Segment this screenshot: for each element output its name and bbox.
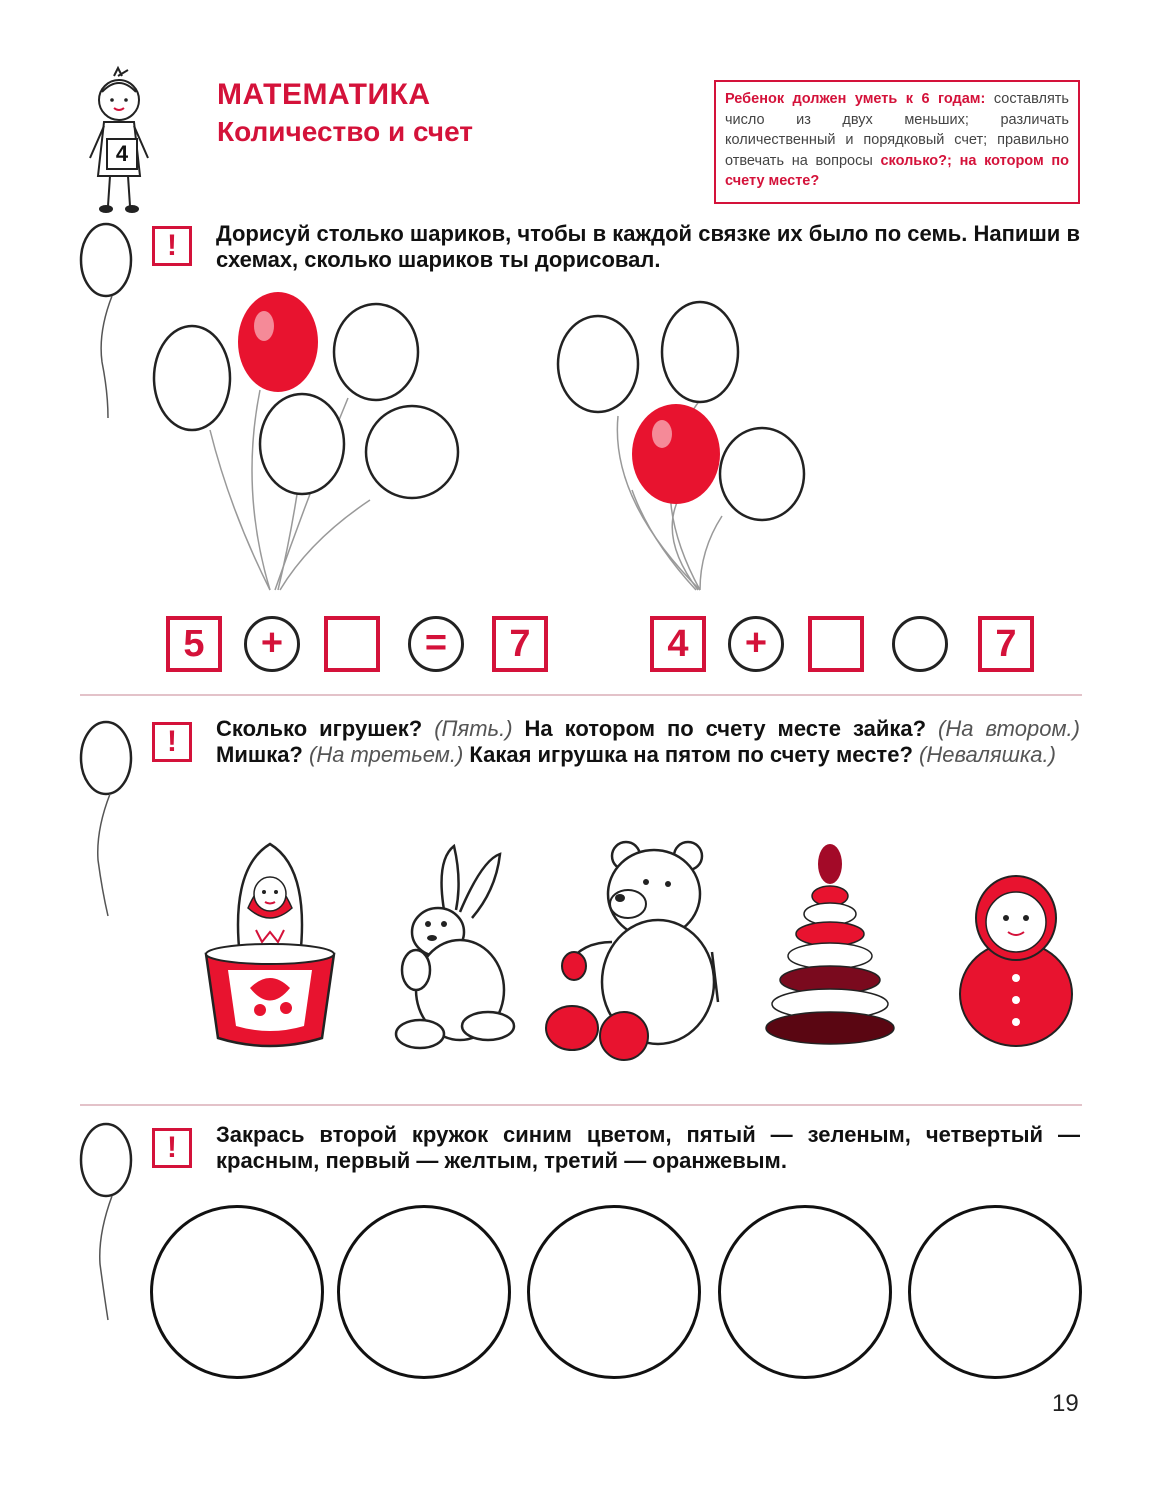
balloon-bunch-2 bbox=[550, 300, 830, 600]
task2-text bbox=[216, 716, 1080, 768]
number-badge: 4 bbox=[106, 138, 138, 170]
task2-question-1: Сколько игрушек? bbox=[216, 716, 423, 741]
scheme2-answer-box[interactable] bbox=[808, 616, 864, 672]
note-question-2: котором по счету месте? bbox=[725, 152, 1070, 189]
scheme1-equals-sign: = bbox=[408, 616, 464, 672]
coloring-circle-3[interactable] bbox=[527, 1205, 701, 1379]
note-mid: на bbox=[959, 152, 977, 169]
scheme2-sign-circle[interactable] bbox=[892, 616, 948, 672]
coloring-circle-2[interactable] bbox=[337, 1205, 511, 1379]
task3-text: Закрась второй кружок синим цветом, пятый — зеленым, четвертый — красным, первый — желтым, третий — оранжевым. bbox=[216, 1122, 1080, 1173]
task2-answer-4: (Неваляшка.) bbox=[919, 742, 1056, 767]
roly-poly-doll-icon bbox=[956, 870, 1076, 1050]
note-body: составлять число из двух меньших; различать количественный и порядковый счет; правильно отвечать на вопросы bbox=[725, 91, 1069, 169]
balloon-margin-icon bbox=[78, 720, 138, 920]
scheme1-plus-sign: + bbox=[244, 616, 300, 672]
balloon-bunch-1 bbox=[140, 290, 480, 600]
scheme1-addend-a: 5 bbox=[166, 616, 222, 672]
scheme2-plus-sign: + bbox=[728, 616, 784, 672]
task2-question-2: На котором по счету месте зайка? bbox=[524, 716, 927, 741]
task-marker: ! bbox=[152, 1128, 192, 1168]
scheme2-addend-a: 4 bbox=[650, 616, 706, 672]
task2-answer-2: (На втором.) bbox=[938, 716, 1080, 741]
matryoshka-icon bbox=[200, 838, 340, 1060]
page-number: 19 bbox=[1052, 1390, 1079, 1417]
pyramid-toy-icon bbox=[764, 840, 898, 1050]
task-marker: ! bbox=[152, 226, 192, 266]
balloon-margin-icon bbox=[78, 222, 138, 422]
bunny-icon bbox=[392, 840, 522, 1060]
balloon-margin-icon bbox=[78, 1124, 138, 1324]
task2-question-3: Мишка? bbox=[216, 742, 303, 767]
coloring-circle-4[interactable] bbox=[718, 1205, 892, 1379]
page-subtitle: Количество и счет bbox=[217, 116, 473, 147]
scheme1-result: 7 bbox=[492, 616, 548, 672]
coloring-circle-1[interactable] bbox=[150, 1205, 324, 1379]
task2-answer-3: (На третьем.) bbox=[309, 742, 464, 767]
note-question-1: сколько?; bbox=[880, 152, 952, 169]
section-divider bbox=[80, 1104, 1082, 1106]
scheme1-answer-box[interactable] bbox=[324, 616, 380, 672]
note-lead: Ребенок должен уметь к 6 годам: bbox=[725, 91, 986, 107]
task2-question-4: Какая игрушка на пятом по счету месте? bbox=[469, 742, 913, 767]
section-divider bbox=[80, 694, 1082, 696]
task-marker: ! bbox=[152, 722, 192, 762]
skills-note bbox=[714, 80, 1080, 204]
task2-answer-1: (Пять.) bbox=[434, 716, 513, 741]
task1-text: Дорисуй столько шариков, чтобы в каждой связке их было по семь. Напиши в схемах, сколько шариков ты дорисовал. bbox=[216, 221, 1080, 272]
teddy-bear-icon bbox=[542, 832, 722, 1064]
scheme2-result: 7 bbox=[978, 616, 1034, 672]
coloring-circle-5[interactable] bbox=[908, 1205, 1082, 1379]
page-title: МАТЕМАТИКА bbox=[217, 78, 431, 111]
